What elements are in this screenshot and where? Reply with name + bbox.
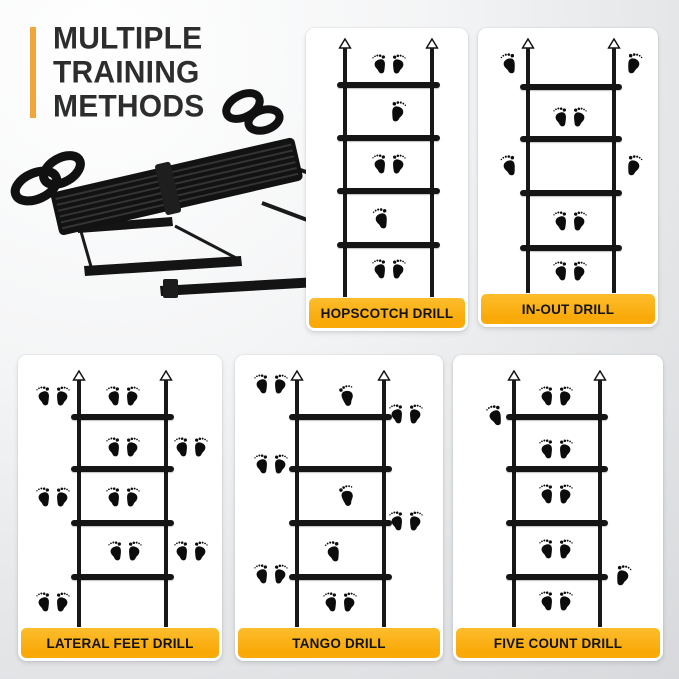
footprint-pair-icon bbox=[253, 452, 290, 478]
footprint-right-icon bbox=[623, 153, 644, 182]
footprint-pair-icon bbox=[253, 562, 290, 588]
footprint-pair-icon bbox=[34, 384, 71, 410]
footprint-pair-icon bbox=[105, 435, 142, 461]
drill-label: LATERAL FEET DRILL bbox=[21, 628, 219, 658]
drill-card-in-out bbox=[478, 28, 658, 327]
drill-card-tango bbox=[235, 355, 443, 661]
footprint-left-icon bbox=[370, 206, 390, 234]
drill-diagram bbox=[306, 28, 468, 297]
footprint-pair-icon bbox=[551, 259, 588, 285]
footprint-pair-icon bbox=[370, 52, 407, 78]
footprint-pair-icon bbox=[173, 539, 210, 565]
footprint-left-icon bbox=[498, 153, 519, 182]
ladder-rung bbox=[506, 574, 608, 580]
footprint-pair-icon bbox=[370, 257, 407, 283]
footprint-pair-icon bbox=[537, 437, 574, 463]
footprint-left-icon bbox=[498, 51, 519, 80]
ladder-rung bbox=[71, 574, 174, 580]
drill-diagram bbox=[478, 28, 658, 293]
footprint-right-icon bbox=[613, 563, 634, 592]
footprint-left-icon bbox=[484, 402, 506, 431]
ladder-rung bbox=[506, 414, 608, 420]
ladder-rung bbox=[506, 466, 608, 472]
ladder-rung bbox=[289, 574, 392, 580]
drill-card-hopscotch bbox=[306, 28, 468, 331]
drill-card-lateral-feet bbox=[18, 355, 222, 661]
ladder-rung bbox=[71, 414, 174, 420]
ladder-rung bbox=[520, 136, 622, 142]
ladder-rung bbox=[289, 520, 392, 526]
footprint-pair-icon bbox=[387, 509, 424, 535]
drill-diagram bbox=[18, 355, 222, 627]
footprint-pair-icon bbox=[34, 590, 71, 616]
footprint-pair-icon bbox=[322, 590, 359, 616]
ladder-rung bbox=[520, 84, 622, 90]
footprint-pair-icon bbox=[105, 485, 142, 511]
footprint-right-icon bbox=[623, 51, 644, 80]
drill-label: TANGO DRILL bbox=[238, 628, 440, 658]
ladder-rung bbox=[337, 135, 440, 141]
footprint-right-icon bbox=[387, 99, 407, 127]
footprint-pair-icon bbox=[537, 482, 574, 508]
ladder-rung bbox=[506, 520, 608, 526]
footprint-pair-icon bbox=[107, 539, 144, 565]
drill-diagram bbox=[235, 355, 443, 627]
drill-diagram bbox=[453, 355, 663, 627]
drill-label: IN-OUT DRILL bbox=[481, 294, 655, 324]
drill-label: FIVE COUNT DRILL bbox=[456, 628, 660, 658]
page-title-line: MULTIPLE bbox=[53, 20, 203, 56]
footprint-pair-icon bbox=[537, 589, 574, 615]
ladder-rung bbox=[71, 520, 174, 526]
ladder-rung bbox=[289, 414, 392, 420]
footprint-pair-icon bbox=[173, 435, 210, 461]
footprint-left-icon bbox=[323, 539, 343, 567]
footprint-pair-icon bbox=[551, 105, 588, 131]
ladder-rung bbox=[337, 82, 440, 88]
ladder-rung bbox=[337, 188, 440, 194]
drill-label: HOPSCOTCH DRILL bbox=[309, 298, 465, 328]
ladder-rung bbox=[289, 466, 392, 472]
ladder-rung bbox=[71, 466, 174, 472]
ladder-rung bbox=[337, 242, 440, 248]
footprint-pair-icon bbox=[537, 384, 574, 410]
footprint-right-icon bbox=[337, 482, 359, 511]
agility-ladder-photo bbox=[0, 54, 318, 334]
footprint-pair-icon bbox=[253, 372, 290, 398]
footprint-pair-icon bbox=[551, 209, 588, 235]
ladder-rung bbox=[520, 190, 622, 196]
footprint-pair-icon bbox=[34, 485, 71, 511]
page-title-line: METHODS bbox=[53, 88, 205, 124]
footprint-pair-icon bbox=[537, 537, 574, 563]
page-title-line: TRAINING bbox=[53, 54, 200, 90]
footprint-right-icon bbox=[337, 382, 359, 411]
ladder-rung bbox=[520, 245, 622, 251]
footprint-pair-icon bbox=[370, 152, 407, 178]
footprint-pair-icon bbox=[105, 384, 142, 410]
drill-card-five-count bbox=[453, 355, 663, 661]
footprint-pair-icon bbox=[387, 402, 424, 428]
